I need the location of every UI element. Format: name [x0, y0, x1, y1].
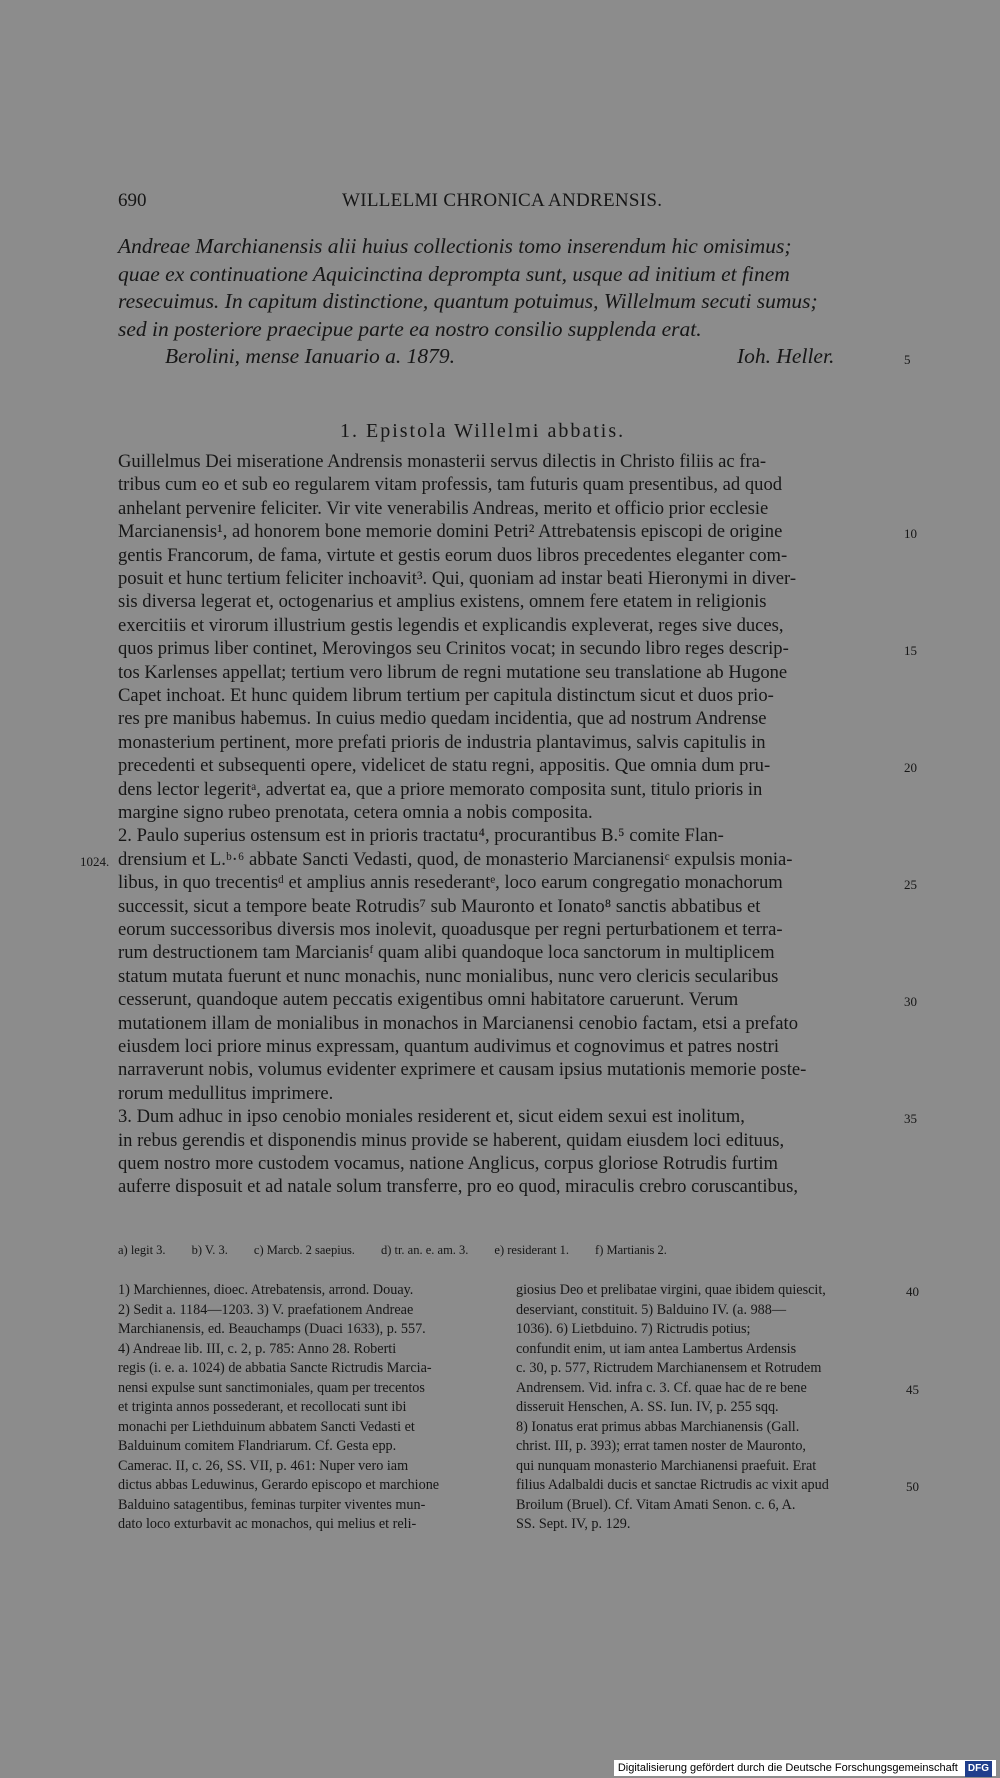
margin-year: 1024. [80, 853, 110, 869]
body-line: narraverunt nobis, volumus evidenter exprimere et causam ipsius mutationis memorie poste- [118, 1059, 807, 1081]
body-line: drensium et L.ᵇ·⁶ abbate Sancti Vedasti, quod, de monasterio Marcianensiᶜ expulsis monia- [118, 848, 793, 870]
footnote-line: deserviant, constituit. 5) Balduino IV. (a. 988— [516, 1301, 787, 1318]
body-line: eorum successoribus diversis mos inolevit, quoadusque per regni perturbationem et terra- [118, 919, 783, 940]
body-line: libus, in quo trecentisᵈ et amplius annis resederantᵉ, loco earum congregatio monachorum [118, 872, 783, 894]
footnote-margin-number: 45 [906, 1381, 919, 1397]
body-line: precedenti et subsequenti opere, videlicet de statu regni, appositis. Que omnia dum pru- [118, 755, 771, 777]
footnote-line: disseruit Henschen, A. SS. Iun. IV, p. 255 sqq. [516, 1399, 779, 1415]
body-line: Guillelmus Dei miseratione Andrensis monasterii servus dilectis in Christo filiis ac fra- [118, 451, 767, 472]
body-line: gentis Francorum, de fama, virtute et gestis eorum duos libros precedentes eleganter com- [118, 544, 788, 566]
signature-place-date: Berolini, mense Ianuario a. 1879. [165, 344, 456, 368]
apparatus-entry: d) tr. an. e. am. 3. [380, 1243, 469, 1257]
page-number: 690 [118, 190, 147, 211]
body-line: quos primus liber continet, Merovingos seu Crinitos vocat; in secundo libro reges descrip- [118, 638, 789, 660]
body-line: statum mutata fuerunt et nunc monachis, nunc monialibus, nunc vero clericis secularibus [118, 965, 779, 987]
margin-line-number: 15 [904, 643, 917, 659]
footnote-line: Andrensem. Vid. infra c. 3. Cf. quae hac de re bene [516, 1379, 807, 1396]
body-line: cesserunt, quandoque autem peccatis exigentibus omni habitatore caruerunt. Verum [118, 989, 739, 1011]
footnote-line: SS. Sept. IV, p. 129. [516, 1516, 631, 1532]
footnote-line: qui nunquam monasterio Marchianensi praefuit. Erat [516, 1457, 817, 1474]
apparatus-entry: c) Marcb. 2 saepius. [253, 1243, 355, 1257]
apparatus-entry: e) residerant 1. [494, 1243, 570, 1257]
footnote-line: et triginta annos possederant, et recollocati sunt ibi [118, 1399, 407, 1415]
footnote-line: dictus abbas Leduwinus, Gerardo episcopo et marchione [118, 1477, 440, 1493]
digitization-credit [614, 1760, 996, 1776]
body-line: mutationem illam de monialibus in monachos in Marcianensi cenobio factam, etsi a prefato [118, 1012, 799, 1034]
footnote-margin-number: 50 [906, 1479, 919, 1494]
body-line: successit, sicut a tempore beate Rotrudis⁷ sub Mauronto et Ionato⁸ sanctis abbatibus et [118, 895, 761, 917]
body-line: anhelant pervenire feliciter. Vir vite venerabilis Andreas, merito et officio prior ecclesie [118, 497, 769, 519]
intro-line: Andreae Marchianensis alii huius collectionis tomo inserendum hic omisimus; [118, 234, 792, 258]
footnote-line: Balduinum comitem Flandriarum. Cf. Gesta epp. [118, 1438, 397, 1454]
body-line: eiusdem loci priore minus expressam, quantum audivimus et cognovimus et patres nostri [118, 1036, 779, 1057]
critical-apparatus [118, 1243, 693, 1258]
footnote-line: Camerac. II, c. 26, SS. VII, p. 461: Nuper vero iam [118, 1457, 409, 1474]
dfg-logo-icon: DFG [965, 1761, 992, 1777]
footnote-line: filius Adalbaldi ducis et sanctae Rictrudis ac vixit apud [516, 1477, 829, 1493]
body-line: sis diversa legerat et, octogenarius et amplius existens, omnem fere etatem in religionis [118, 591, 767, 613]
apparatus-entry: f) Martianis 2. [595, 1243, 667, 1257]
body-line: quem nostro more custodem vocamus, natione Anglicus, corpus gloriose Rotrudis furtim [118, 1153, 778, 1174]
body-line: 2. Paulo superius ostensum est in prioris tractatu⁴, procurantibus B.⁵ comite Flan- [118, 825, 724, 847]
body-line: rorum medullitus imprimere. [118, 1082, 334, 1104]
footnote-line: Balduino satagentibus, feminas turpiter viventes mun- [118, 1496, 426, 1513]
body-line: monasterium pertinent, more prefati prioris de industria plantavimus, salvis capitulis in [118, 731, 766, 753]
footnote-line: dato loco exturbavit ac monachos, qui melius et reli- [118, 1516, 417, 1532]
section-heading: 1. Epistola Willelmi abbatis. [340, 420, 626, 442]
signature-author: Ioh. Heller. [737, 344, 835, 368]
footnote-line: christ. III, p. 393); errat tamen noster de Mauronto, [516, 1438, 806, 1454]
footnote-line: Broilum (Bruel). Cf. Vitam Amati Senon. c. 6, A. [516, 1496, 796, 1513]
body-line: auferre disposuit et ad natale solum transferre, pro eo quod, miraculis crebro coruscantibus, [118, 1176, 798, 1198]
body-line: tos Karlenses appellat; tertium vero librum de regni mutatione seu translatione ab Hugone [118, 661, 788, 683]
margin-line-number: 35 [904, 1111, 917, 1127]
footnote-line: c. 30, p. 577, Rictrudem Marchianensem et Rotrudem [516, 1360, 822, 1376]
margin-line-number: 5 [904, 352, 911, 367]
footnote-line: monachi per Liethduinum abbatem Sancti Vedasti et [118, 1418, 415, 1435]
margin-line-number: 20 [904, 760, 917, 776]
footnote-line: Marchianensis, ed. Beauchamps (Duaci 1633), p. 557. [118, 1321, 426, 1337]
body-line: posuit et hunc tertium feliciter inchoavit³. Qui, quoniam ad instar beati Hieronymi in diver- [118, 568, 797, 589]
footnote-line: confundit enim, ut iam antea Lambertus Ardensis [516, 1340, 797, 1357]
footnote-line: giosius Deo et prelibatae virgini, quae ibidem quiescit, [516, 1282, 826, 1298]
margin-line-number: 10 [904, 526, 917, 542]
body-line: tribus cum eo et sub eo regularem vitam professis, tam futuris quam presentibus, ad quod [118, 474, 783, 496]
body-line: 3. Dum adhuc in ipso cenobio moniales residerent et, sicut eidem sexui est inolitum, [118, 1106, 745, 1128]
body-line: dens lector legeritᵃ, advertat ea, que a priore memorato composita sunt, titulo prioris in [118, 778, 763, 800]
intro-line: sed in posteriore praecipue parte ea nostro consilio supplenda erat. [118, 316, 702, 341]
intro-line: resecuimus. In capitum distinctione, quantum potuimus, Willelmum secuti sumus; [118, 289, 818, 313]
margin-line-number: 30 [904, 994, 917, 1010]
footnote-margin-number: 40 [906, 1284, 919, 1299]
apparatus-entry: b) V. 3. [191, 1243, 228, 1257]
footnote-line: 1036). 6) Lietbduino. 7) Rictrudis potius; [516, 1321, 751, 1337]
running-title: WILLELMI CHRONICA ANDRENSIS. [342, 190, 663, 211]
body-line: rum destructionem tam Marcianisᶠ quam alibi quandoque loca sanctorum in multiplicem [118, 942, 775, 964]
footnote-line: nensi expulse sunt sanctimoniales, quam per trecentos [118, 1379, 425, 1396]
intro-line: quae ex continuatione Aquicinctina deprompta sunt, usque ad initium et finem [118, 261, 790, 286]
footnote-line: 1) Marchiennes, dioec. Atrebatensis, arrond. Douay. [118, 1282, 414, 1298]
footnote-line: regis (i. e. a. 1024) de abbatia Sancte Rictrudis Marcia- [118, 1360, 432, 1376]
footnote-line: 8) Ionatus erat primus abbas Marchianensis (Gall. [516, 1418, 800, 1435]
body-line: Capet inchoat. Et hunc quidem librum tertium per capitula distinctum sicut et duos prio- [118, 685, 774, 706]
apparatus-entry: a) legit 3. [118, 1243, 166, 1257]
credit-text: Digitalisierung gefördert durch die Deutsche Forschungsgemeinschaft [617, 1762, 958, 1774]
body-line: margine signo rubeo prenotata, cetera omnia a nobis composita. [118, 802, 593, 823]
body-line: res pre manibus habemus. In cuius medio quedam incidentia, que ad nostrum Andrense [118, 708, 767, 730]
footnote-line: 4) Andreae lib. III, c. 2, p. 785: Anno 28. Roberti [118, 1340, 397, 1357]
margin-line-number: 25 [904, 877, 917, 893]
body-line: in rebus gerendis et disponendis minus provide se haberent, quidam eiusdem loci edituus, [118, 1129, 785, 1151]
body-line: Marcianensis¹, ad honorem bone memorie domini Petri² Attrebatensis episcopi de origine [118, 521, 783, 543]
footnote-line: 2) Sedit a. 1184—1203. 3) V. praefationem Andreae [118, 1301, 414, 1318]
body-line: exercitiis et virorum illustrium gestis legendis et explicandis expleverat, reges sive duces, [118, 614, 784, 636]
